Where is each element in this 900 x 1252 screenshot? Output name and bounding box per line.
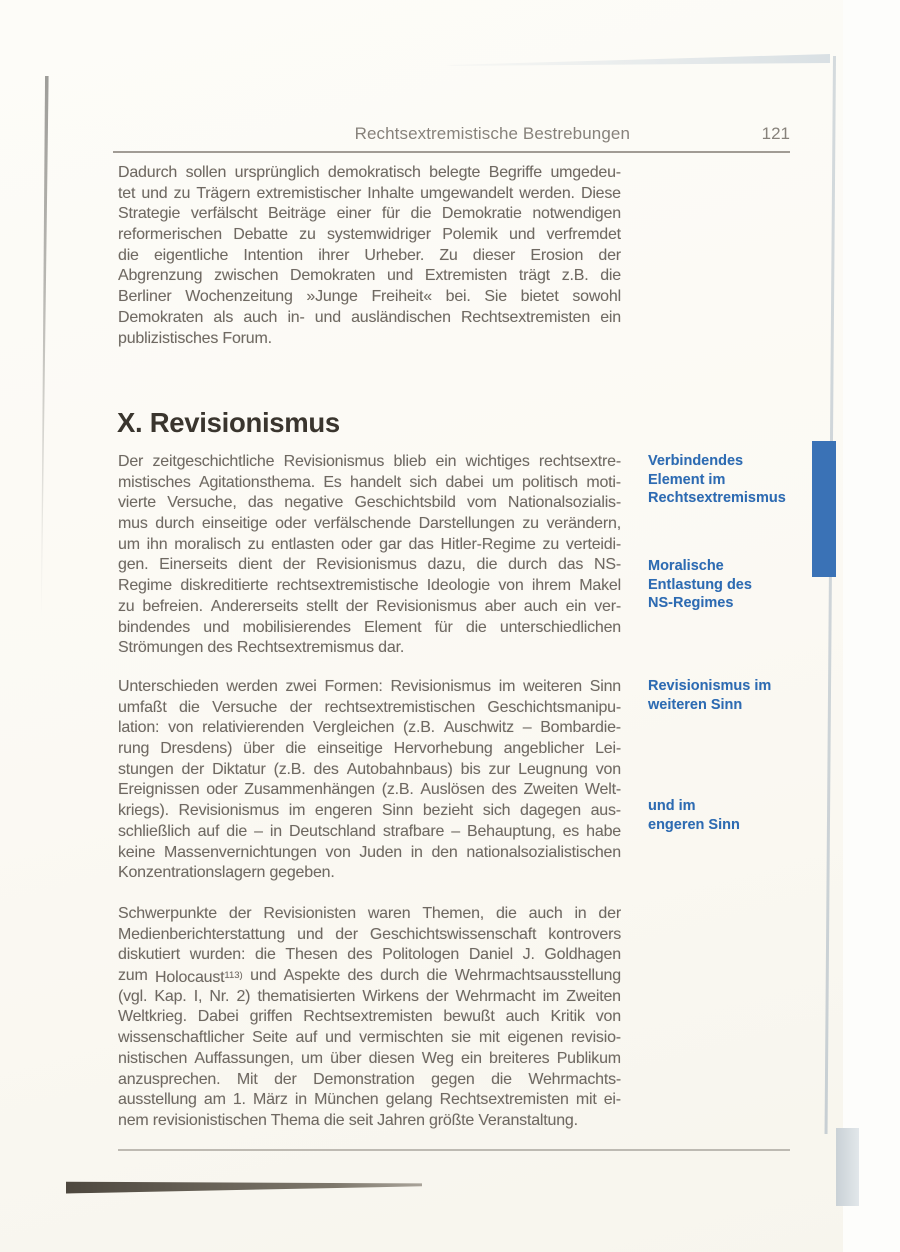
text-line: bindendes und mobilisierendes Element für die unterschiedlichen [118, 618, 621, 636]
text-line: Berliner Wochenzeitung »Junge Freiheit« bei. Sie bietet sowohl [118, 288, 621, 306]
page-edge-top-artifact [446, 54, 830, 66]
margin-note-verbindendes-element [648, 452, 813, 508]
text-line: umfaßt die Versuche der rechtsextremistischen Geschichtsmanipu- [118, 698, 621, 716]
margin-note-line: NS-Regimes [648, 595, 734, 611]
chapter-tab-marker [812, 441, 836, 577]
page-edge-right-bottom [836, 1128, 859, 1206]
page-number: 121 [761, 124, 790, 143]
section-heading: X. Revisionismus [117, 407, 340, 438]
text-line: Medienberichterstattung und der Geschichtswissenschaft kontrovers [118, 925, 621, 943]
text-line: wissenschaftlicher Seite auf und vermischten sie mit eigenen revisio- [118, 1029, 621, 1047]
text-line: (vgl. Kap. I, Nr. 2) thematisierten Wirkens der Wehrmacht im Zweiten [118, 987, 621, 1005]
text-line: reformerischen Debatte zu systemwidriger Polemik und verfremdet [118, 226, 621, 244]
margin-note-line: Revisionismus im [648, 678, 772, 694]
scan-background-right [843, 0, 900, 1252]
text-line: tet und zu Trägern extremistischer Inhalte umgewandelt werden. Diese [118, 184, 621, 202]
text-line: mistisches Agitationsthema. Es handelt sich dabei um politisch moti- [118, 473, 621, 491]
margin-note-line: Moralische [648, 558, 724, 574]
text-line: Strömungen des Rechtsextremismus dar. [118, 639, 405, 657]
margin-note-moralische-entlastung [648, 557, 813, 613]
margin-note-weiterer-sinn [648, 677, 813, 714]
paragraph-revisionismus-definition [118, 452, 621, 659]
margin-note-line: engeren Sinn [648, 816, 740, 833]
text-line: mus durch einseitige oder verfälschende Darstellungen zu verändern, [118, 515, 621, 533]
text-line: ausstellung am 1. März in München gelang Rechtsextremisten mit ei- [118, 1091, 621, 1109]
text-line: Schwerpunkte der Revisionisten waren Themen, die auch in der [118, 905, 621, 922]
text-line: kriegs). Revisionismus im engeren Sinn bezieht sich dagegen aus- [118, 802, 621, 820]
margin-note-line: weiteren Sinn [648, 696, 743, 713]
text-line: lation: von relativierenden Vergleichen (z.B. Auschwitz – Bombardie- [118, 719, 621, 737]
text-line: die eigentliche Intention ihrer Urheber. Zu dieser Erosion der [118, 246, 621, 264]
page-edge-right [825, 56, 836, 1134]
text-line: stungen der Diktatur (z.B. des Autobahnbaus) bis zur Leugnung von [118, 760, 621, 778]
text-line: Dadurch sollen ursprünglich demokratisch belegte Begriffe umgedeu- [118, 164, 621, 181]
margin-note-engerer-sinn [648, 797, 813, 834]
text-line: Unterschieden werden zwei Formen: Revisionismus im weiteren Sinn [118, 678, 621, 695]
text-line: keine Massenvernichtungen von Juden in den nationalsozialistischen [118, 843, 621, 861]
margin-note-line: Verbindendes [648, 453, 744, 469]
text-line: nem revisionistischen Thema die seit Jahren größte Veranstaltung. [118, 1111, 578, 1129]
footnote-rule [118, 1149, 790, 1151]
margin-note-line: Element im [648, 471, 726, 488]
paragraph-intro [118, 163, 621, 349]
text-line: Der zeitgeschichtliche Revisionismus blieb ein wichtiges rechtsextre- [118, 453, 621, 470]
text-line: um ihn moralisch zu entlasten oder gar das Hitler-Regime zu verteidi- [118, 535, 621, 553]
text-line: anzusprechen. Mit der Demonstration gegen die Wehrmachts- [118, 1070, 621, 1088]
text-line: Weltkrieg. Dabei griffen Rechtsextremisten bewußt auch Kritik von [118, 1008, 621, 1026]
text-line: diskutiert wurden: die Thesen des Politologen Daniel J. Goldhagen [118, 946, 621, 964]
margin-note-line: Rechtsextremismus [648, 490, 786, 506]
book-spine-shadow [38, 76, 50, 616]
text-line: zum Holocaust$^{113)}$ und Aspekte des durch die Wehrmachtsausstellung [118, 967, 621, 987]
text-line: Regime diskreditierte rechtsextremistische Ideologie von ihrem Makel [118, 577, 621, 595]
text-line: Konzentrationslagern gegeben. [118, 864, 335, 882]
text-line: Abgrenzung zwischen Demokraten und Extremisten trägt z.B. die [118, 267, 621, 285]
paragraph-zwei-formen [118, 677, 621, 884]
text-line: gen. Einerseits dient der Revisionismus dazu, die durch das NS- [118, 556, 621, 574]
page-bottom-edge-shadow [66, 1180, 422, 1194]
text-line: rung Dresdens) über die einseitige Hervorhebung angeblicher Lei- [118, 740, 621, 758]
text-line: zu befreien. Andererseits stellt der Revisionismus aber auch ein ver- [118, 597, 621, 615]
text-line: nistischen Auffassungen, um über diesen Weg ein breiteres Publikum [118, 1049, 621, 1067]
text-line: publizistisches Forum. [118, 329, 272, 347]
margin-note-line: und im [648, 798, 696, 814]
margin-note-line: Entlastung des [648, 576, 752, 593]
text-line: Ereignissen oder Zusammenhängen (z.B. Auslösen des Zweiten Welt- [118, 781, 621, 799]
paragraph-schwerpunkte [118, 904, 621, 1132]
text-line: vierte Versuche, das negative Geschichtsbild vom Nationalsozialis- [118, 494, 621, 512]
text-line: Strategie verfälscht Beiträge einer für die Demokratie notwendigen [118, 205, 621, 223]
text-line: schließlich auf die – in Deutschland strafbare – Behauptung, es habe [118, 822, 621, 840]
text-line: Demokraten als auch in- und ausländischen Rechtsextremisten ein [118, 308, 621, 326]
running-header-title: Rechtsextremistische Bestrebungen [354, 124, 630, 143]
header-rule [113, 151, 790, 153]
